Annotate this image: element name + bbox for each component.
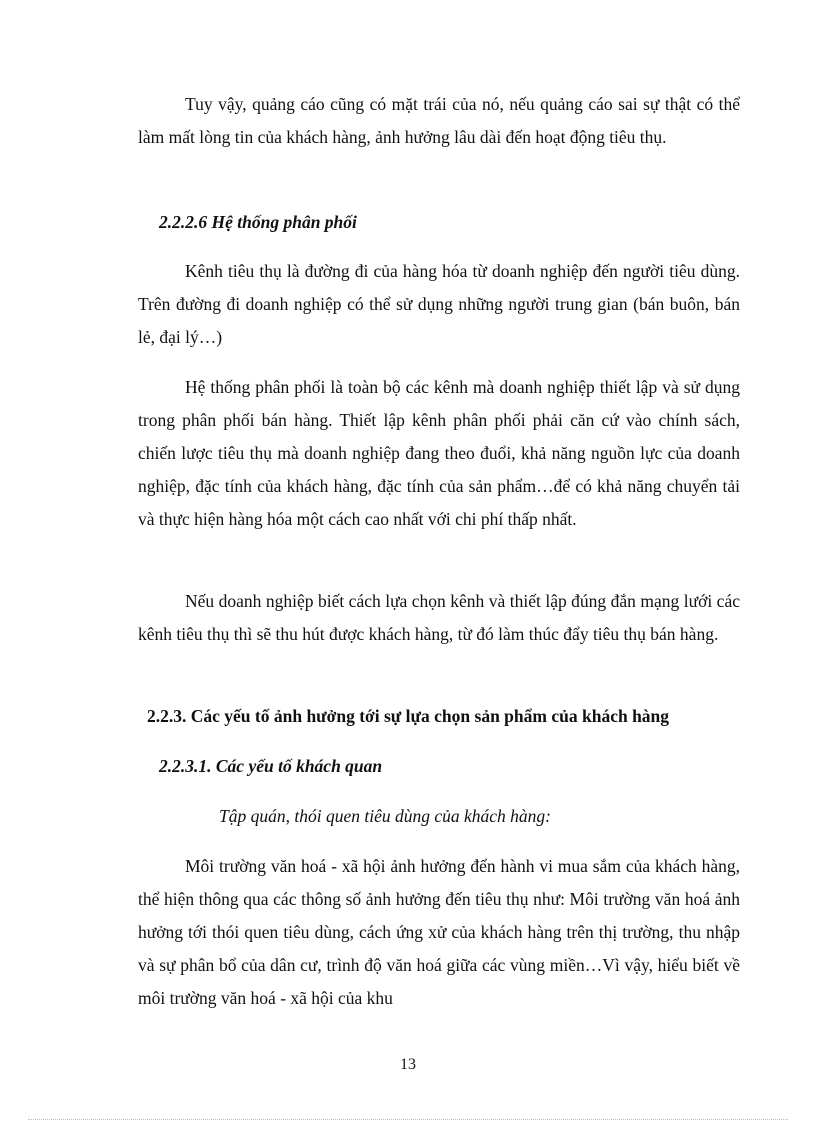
footer-divider [28, 1119, 788, 1120]
section-heading-influencing-factors: 2.2.3. Các yếu tố ảnh hưởng tới sự lựa chọn sản phẩm của khách hàng [147, 706, 670, 726]
paragraph-distribution-system: Hệ thống phân phối là toàn bộ các kênh mà doanh nghiệp thiết lập và sử dụng trong phân phối bán hàng. Thiết lập kênh phân phối phải căn cứ vào chính sách, chiến lược tiêu thụ mà doanh nghiệp đang theo đuổi, khả năng nguồn lực của doanh nghiệp, đặc tính của khách hàng, đặc tính của sản phẩm…để có khả năng chuyển tải và thực hiện hàng hóa một cách cao nhất với chi phí thấp nhất. [138, 377, 740, 529]
paragraph-advertising-drawbacks: Tuy vậy, quảng cáo cũng có mặt trái của nó, nếu quảng cáo sai sự thật có thể làm mất lòng tin của khách hàng, ảnh hưởng lâu dài đến hoạt động tiêu thụ. [138, 94, 740, 147]
paragraph-channel-selection: Nếu doanh nghiệp biết cách lựa chọn kênh và thiết lập đúng đắn mạng lưới các kênh tiêu thụ thì sẽ thu hút được khách hàng, từ đó làm thúc đẩy tiêu thụ bán hàng. [138, 591, 740, 644]
page-number: 13 [400, 1056, 416, 1073]
paragraph-sales-channel: Kênh tiêu thụ là đường đi của hàng hóa từ doanh nghiệp đến người tiêu dùng. Trên đường đi doanh nghiệp có thể sử dụng những người trung gian (bán buôn, bán lẻ, đại lý…) [138, 261, 740, 347]
section-heading-distribution-system: 2.2.2.6 Hệ thống phân phối [159, 212, 357, 232]
paragraph-culture-society: Môi trường văn hoá - xã hội ảnh hưởng đến hành vi mua sắm của khách hàng, thể hiện thông qua các thông số ảnh hưởng đến tiêu thụ như: Môi trường văn hoá ảnh hưởng tới thói quen tiêu dùng, cách ứng xử của khách hàng trên thị trường, thu nhập và sự phân bổ của dân cư, trình độ văn hoá giữa các vùng miền…Vì vậy, hiểu biết về môi trường văn hoá - xã hội của khu [138, 856, 740, 1008]
subheading-consumer-habits: Tập quán, thói quen tiêu dùng của khách hàng: [219, 806, 551, 826]
section-heading-objective-factors: 2.2.3.1. Các yếu tố khách quan [159, 756, 383, 776]
